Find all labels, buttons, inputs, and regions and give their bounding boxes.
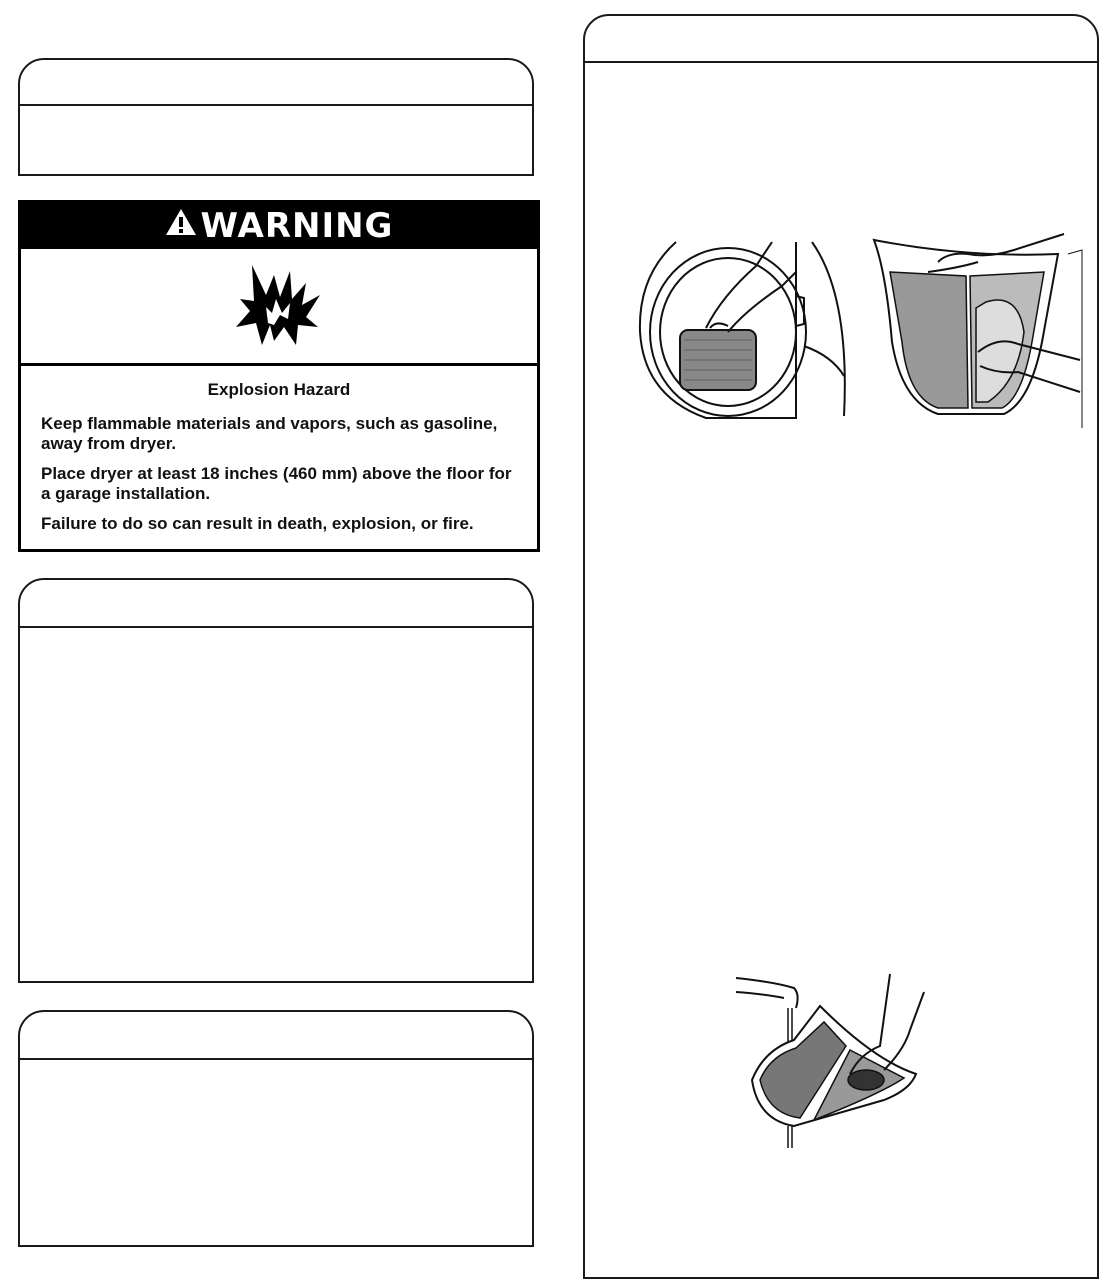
- warning-box: [18, 200, 540, 552]
- warning-line-3: Failure to do so can result in death, explosion, or fire.: [41, 514, 474, 533]
- clean-lint-screen-illustration: [868, 232, 1084, 428]
- hazard-title: Explosion Hazard: [207, 380, 351, 399]
- faucet-brush-screen-icon: [734, 970, 934, 1150]
- alert-triangle-icon: [165, 206, 197, 246]
- warning-signal-word: WARNING: [200, 206, 394, 246]
- warning-text: [21, 366, 537, 534]
- warning-header: [21, 203, 537, 249]
- section-panel-3-divider: [20, 1058, 532, 1060]
- section-panel-1: [18, 58, 534, 176]
- dryer-door-lint-screen-icon: [636, 236, 850, 424]
- lint-screen-hands-icon: [868, 232, 1084, 428]
- warning-line-1: Keep flammable materials and vapors, such as gasoline, away from dryer.: [41, 414, 498, 453]
- section-panel-4-divider: [585, 61, 1097, 63]
- warning-line-2: Place dryer at least 18 inches (460 mm) above the floor for a garage installation.: [41, 464, 512, 503]
- section-panel-2-divider: [20, 626, 532, 628]
- remove-lint-screen-illustration: [636, 236, 850, 424]
- hazard-graphic-area: [21, 249, 537, 366]
- section-panel-3: [18, 1010, 534, 1247]
- wash-lint-screen-illustration: [734, 970, 934, 1150]
- section-panel-1-divider: [20, 104, 532, 106]
- explosion-icon: [234, 261, 324, 352]
- section-panel-2: [18, 578, 534, 983]
